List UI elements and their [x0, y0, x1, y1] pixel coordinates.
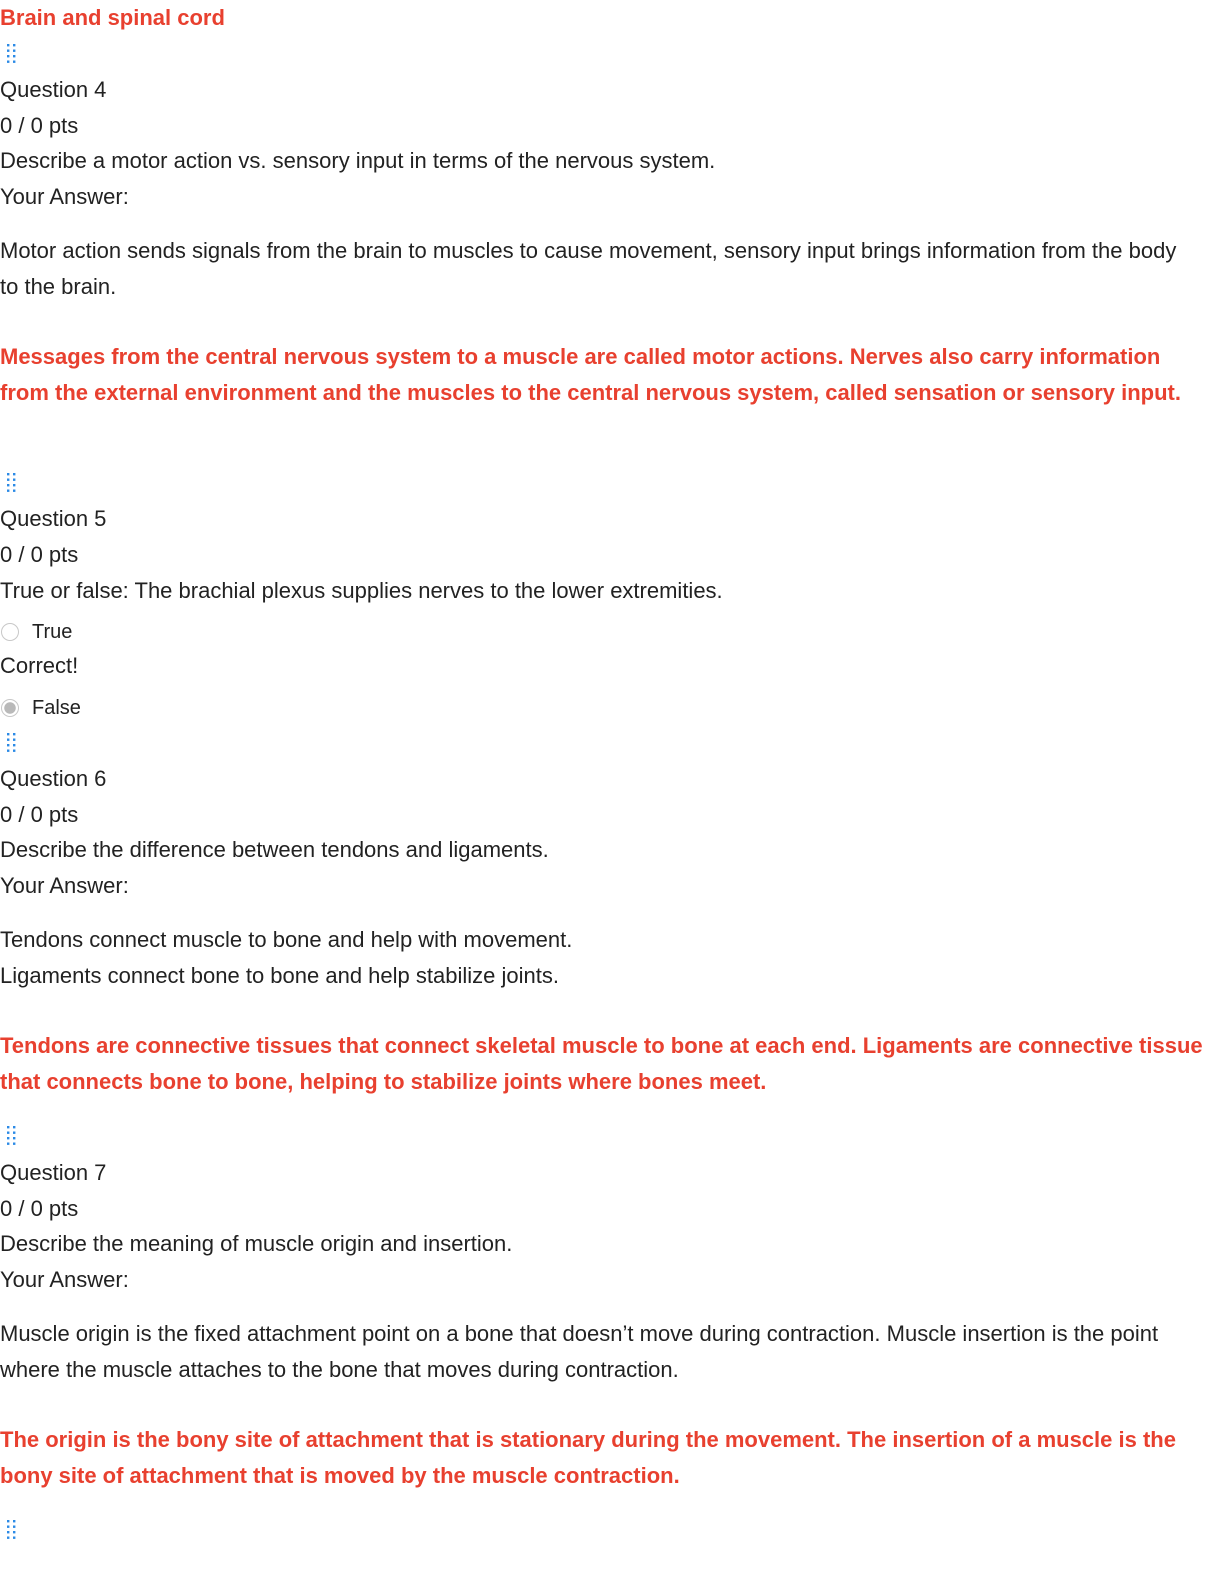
option-label: False: [32, 697, 81, 719]
question-label: Question 6: [0, 766, 107, 791]
question-prompt: Describe the meaning of muscle origin and insertion.: [0, 1231, 513, 1256]
correct-answer-text: Messages from the central nervous system to a muscle are called motor actions. Nerves also carry information from the external environment and the muscles to the central nervous system, called sensation or sensory input.: [0, 344, 1181, 405]
correct-answer-text: Tendons are connective tissues that connect skeletal muscle to bone at each end. Ligaments are connective tissue that connects bone to bone, helping to stabilize joints where bones meet.: [0, 1033, 1203, 1094]
your-answer-label: Your Answer:: [0, 184, 129, 209]
drag-handle-icon[interactable]: [5, 471, 19, 497]
previous-correct-answer-heading: Brain and spinal cord: [0, 5, 225, 30]
option-label: True: [32, 621, 73, 643]
student-answer: Muscle origin is the fixed attachment point on a bone that doesn’t move during contraction. Muscle insertion is the point where the muscle attaches to the bone that moves during contraction.: [0, 1321, 1159, 1382]
student-answer-line: Tendons connect muscle to bone and help with movement.: [0, 927, 573, 952]
your-answer-label: Your Answer:: [0, 873, 129, 898]
student-answer-line: Ligaments connect bone to bone and help stabilize joints.: [0, 963, 559, 988]
student-answer: [0, 922, 1200, 994]
question-points: 0 / 0 pts: [0, 802, 79, 827]
your-answer-label: Your Answer:: [0, 1267, 129, 1292]
correct-answer-text: The origin is the bony site of attachment that is stationary during the movement. The insertion of a muscle is the bony site of attachment that is moved by the muscle contraction.: [0, 1427, 1176, 1488]
question-prompt: Describe the difference between tendons and ligaments.: [0, 837, 549, 862]
radio-icon[interactable]: [1, 623, 19, 641]
drag-handle-icon[interactable]: [5, 1518, 19, 1544]
question-points: 0 / 0 pts: [0, 113, 79, 138]
question-points: 0 / 0 pts: [0, 542, 79, 567]
drag-handle-icon[interactable]: [5, 1124, 19, 1150]
question-label: Question 7: [0, 1160, 107, 1185]
question-points: 0 / 0 pts: [0, 1196, 79, 1221]
question-label: Question 4: [0, 77, 107, 102]
drag-handle-icon[interactable]: [5, 42, 19, 68]
option-false[interactable]: [0, 696, 81, 720]
question-prompt: True or false: The brachial plexus supplies nerves to the lower extremities.: [0, 578, 723, 603]
drag-handle-icon[interactable]: [5, 731, 19, 757]
question-label: Question 5: [0, 506, 107, 531]
student-answer: Motor action sends signals from the brain to muscles to cause movement, sensory input brings information from the body to the brain.: [0, 238, 1177, 299]
question-prompt: Describe a motor action vs. sensory input in terms of the nervous system.: [0, 148, 716, 173]
correct-indicator: Correct!: [0, 653, 79, 678]
radio-icon[interactable]: [1, 699, 19, 717]
option-true[interactable]: [0, 620, 72, 644]
